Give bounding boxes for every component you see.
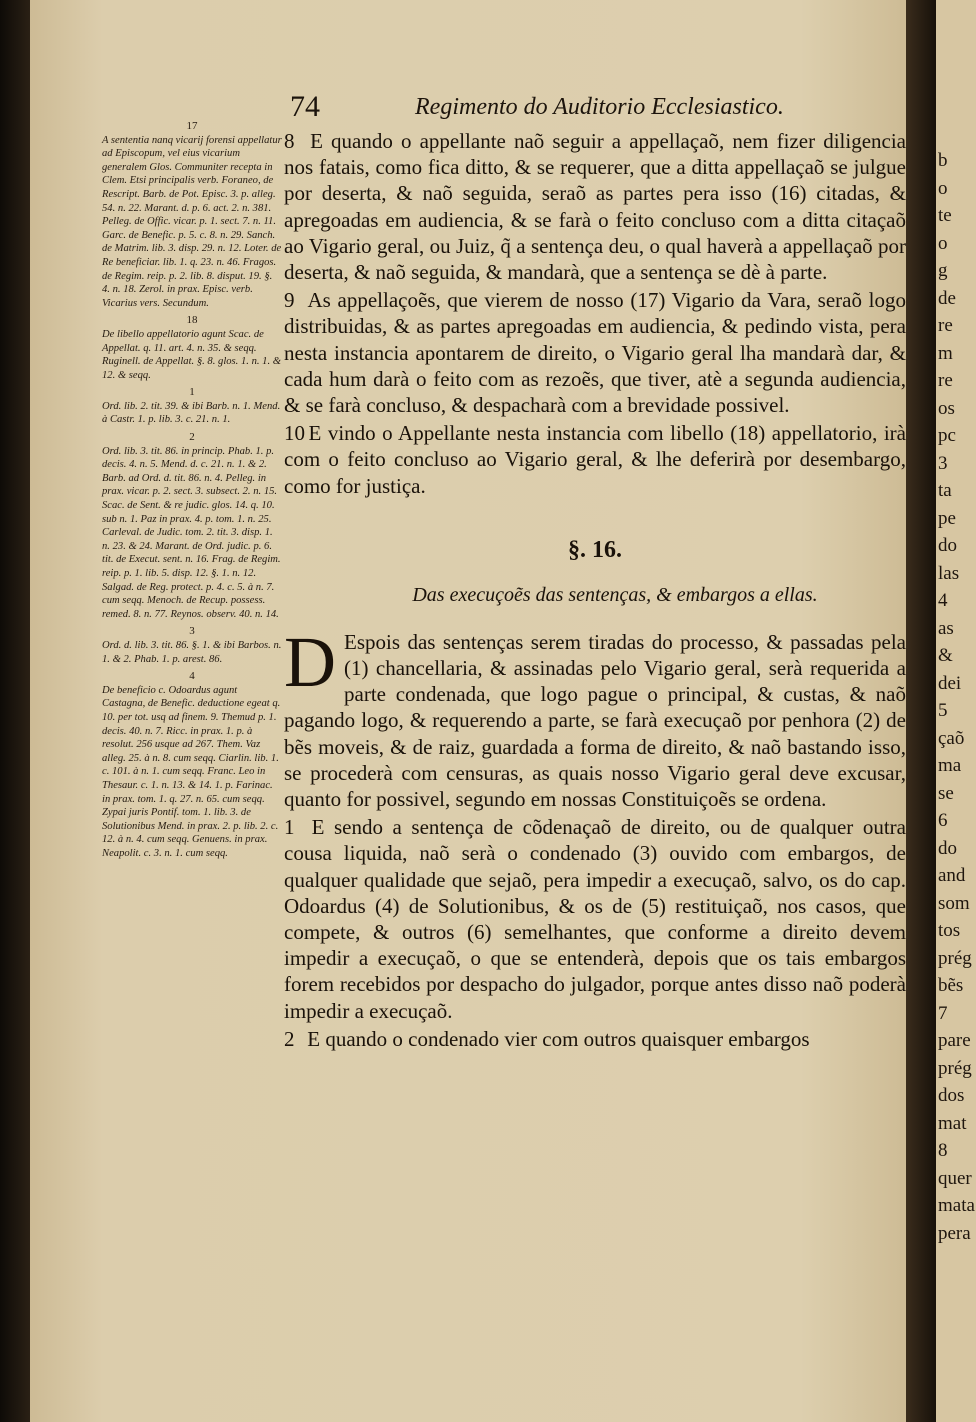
margin-note-text: De libello appellatorio agunt Scac. de Appellat. q. 11. art. 4. n. 35. & seqq. Ruginell. de Appellat. §. 8. glos. 1. n. 1. & 12. & seqq. (102, 328, 282, 381)
facing-page-fragment: pe (938, 507, 956, 529)
intro-paragraph (284, 621, 906, 812)
paragraph-number: 1 (284, 815, 295, 840)
main-text (284, 128, 906, 1054)
facing-page-fragment: prég (938, 947, 972, 969)
margin-note (102, 120, 282, 310)
paragraph-number: 8 (284, 129, 295, 153)
facing-page-fragment: pare (938, 1030, 971, 1051)
margin-note-mark: 17 (186, 120, 198, 132)
facing-page-fragment: b (938, 150, 948, 171)
facing-page-fragment: ta (938, 480, 952, 501)
paragraph-text: E quando o condenado vier com outros quaisquer embargos (302, 1026, 810, 1051)
running-title: Regimento do Auditorio Ecclesiastico. (415, 94, 784, 120)
paragraph-group-1 (284, 128, 906, 499)
paragraph-number: 9 (284, 288, 295, 313)
facing-page-fragment: mat (938, 1112, 967, 1134)
facing-page-fragment: 4 (938, 590, 948, 611)
facing-page-fragment: as (938, 617, 954, 639)
paragraph-text: As appellaçoẽs, que vierem de nosso (17) Vigario da Vara, seraõ logo distribuidas, & as partes apregoadas em audiencia, & pedindo vista, pera nesta instancia apontarem de direito, o Vigario geral lha mandarà dar, & cada hum darà o feito com as rezoẽs, que tiver, atè a segunda audiencia, & se farà concluso, & despacharà com a brevidade possivel. (284, 288, 906, 418)
margin-note-mark: 3 (189, 625, 195, 638)
margin-notes (102, 120, 282, 864)
paragraph-number: 2 (284, 1026, 295, 1051)
facing-page-fragment: pc (938, 425, 956, 446)
paragraph (284, 814, 906, 1024)
facing-page-fragment: 8 (938, 1140, 948, 1161)
page-number: 74 (290, 90, 320, 123)
facing-page-fragment: g (938, 260, 948, 281)
margin-note-text: A sententia nanq vicarij forensi appellatur ad Episcopum, vel eius vicarium generalem Glos. Communiter recepta in Clem. Etsi principalis verb. Foraneo, de Rescript. Barb. de Pot. Episc. 3. p. alleg. 54. n. 22. Marant. d. p. 6. act. 2. n. 381. Pelleg. de Offic. vicar. p. 1. sect. 7. n. 11. Garc. de Benefic. p. 5. c. 8. n. 29. Sanch. de Matrim. lib. 3. disp. 29. n. 12. Loter. de Re beneficiar. lib. 1. q. 23. n. 46. Fragos. de Regim. reip. p. 2. lib. 8. disput. 19. §. 4. n. 18. Zerol. in prax. Episc. verb. Vicarius vers. Secundum. (102, 134, 282, 309)
drop-cap: D (284, 621, 336, 702)
paragraph-group-2 (284, 814, 906, 1052)
margin-note-text: Ord. d. lib. 3. tit. 86. §. 1. & ibi Barbos. n. 1. & 2. Phab. 1. p. arest. 86. (102, 639, 282, 665)
margin-note-mark: 4 (189, 670, 195, 683)
margin-note-mark: 18 (186, 314, 198, 327)
paragraph-text: E sendo a sentença de cõdenaçaõ de direito, ou de qualquer outra cousa liquida, naõ serà o condenado (3) ouvido com embargos, de qualquer qualidade que sejaõ, pera impedir a execuçaõ, salvo, os do cap. Odoardus (4) de Solutionibus, & os de (5) restituiçaõ, nos casos, que compete, & outros (6) semelhantes, que conforme a direito devem impedir a execuçaõ, o que se entenderà, depois que os tais embargos forem recebidos por despacho do julgador, porque antes disso naõ poderà impedir a execuçaõ. (284, 815, 906, 1023)
section-subtitle: Das execuçoẽs das sentenças, & embargos a ellas. (412, 583, 818, 606)
facing-page-fragment: bẽs (938, 975, 964, 996)
facing-page-fragment: re (938, 315, 953, 336)
facing-page-fragment: las (938, 562, 960, 584)
facing-page-fragment: 3 (938, 452, 948, 474)
paragraph (284, 128, 906, 285)
margin-note (102, 314, 282, 382)
facing-page-fragment: pera (938, 1222, 971, 1244)
facing-page-fragment: os (938, 397, 955, 419)
margin-note (102, 431, 282, 621)
book-edge-left (0, 0, 30, 1422)
facing-page-fragment: o (938, 232, 948, 254)
facing-page-fragment: çaõ (938, 727, 965, 749)
facing-page-fragment: and (938, 865, 966, 886)
facing-page-fragment: o (938, 177, 948, 199)
facing-page-fragment: 7 (938, 1002, 948, 1024)
intro-text: Espois das sentenças serem tiradas do processo, & passadas pela (1) chancellaria, & assinadas pelo Vigario geral, serà requerida a parte condenada, que logo pague o principal, & custas, & naõ pagando logo, & requerendo a parte, se farà execuçaõ por penhora (2) de bẽs moveis, & de raiz, guardada a forma de direito, & naõ bastando isso, se procederà com censuras, as quais nosso Vigario geral deve excusar, quanto for possivel, segundo em nossas Constituiçoẽs se ordena. (284, 629, 906, 812)
margin-note (102, 386, 282, 427)
facing-page-fragment: dei (938, 672, 962, 694)
facing-page-fragment: & (938, 645, 953, 666)
margin-note-text: Ord. lib. 3. tit. 86. in princip. Phab. 1. p. decis. 4. n. 5. Mend. d. c. 21. n. 1. & 2. Barb. ad Ord. d. tit. 86. n. 4. Pelleg. in prax. vicar. p. 2. sect. 3. subsect. 2. n. 15. Scac. de Sent. & re judic. glos. 14. q. 10. sub n. 1. Paz in prax. 4. p. tom. 1. n. 25. Carleval. de Judic. tom. 2. tit. 3. disp. 1. n. 23. & 24. Marant. de Ord. judic. p. 6. tit. de Execut. sent. n. 16. Frag. de Regim. reip. p. 1. lib. 5. disp. 12. §. 1. n. 12. Salgad. de Reg. protect. p. 4. c. 5. à n. 7. cum seqq. Menoch. de Recup. possess. remed. 8. n. 77. Reynos. observ. 40. n. 14. (102, 445, 281, 620)
facing-page-fragment: do (938, 837, 957, 859)
paragraph (284, 1026, 906, 1052)
book-page (30, 0, 936, 1422)
paragraph-text: E quando o appellante naõ seguir a appellaçaõ, nem fizer diligencia nos fatais, como fica ditto, & se requerer, que a ditta appellaçaõ se julgue por deserta, & naõ seguida, seraõ as partes pera isso (16) citadas, & apregoadas em audiencia, & se farà o feito concluso com a ditta citaçaõ ao Vigario geral, ou Juiz, q̃ a sentença deu, o qual haverà a appellaçaõ por deserta, & naõ seguida, & mandarà, que a sentença se dè à parte. (284, 129, 906, 285)
facing-page-fragment: 5 (938, 700, 948, 721)
facing-page-fragment: 6 (938, 810, 948, 831)
section-heading: §. 16. (568, 536, 622, 563)
facing-page-fragment: te (938, 205, 952, 226)
facing-page-fragment: do (938, 535, 957, 556)
facing-page-fragment: de (938, 287, 956, 309)
paragraph (284, 420, 906, 499)
margin-note-text: Ord. lib. 2. tit. 39. & ibi Barb. n. 1. Mend. à Castr. 1. p. lib. 3. c. 21. n. 1. (102, 400, 281, 426)
margin-note-mark: 2 (189, 431, 195, 444)
margin-note (102, 625, 282, 666)
facing-page-fragment: m (938, 342, 953, 364)
margin-note-text: De beneficio c. Odoardus agunt Castagna, de Benefic. deductione egeat q. 10. per tot. usq ad finem. 9. Themud p. 1. decis. 40. n. 7. Ricc. in prax. 1. p. à resolut. 256 usque ad 267. Them. Vaz alleg. 25. à n. 8. cum seqq. Ciarlin. lib. 1. c. 101. à n. 1. cum seqq. Franc. Leo in Thesaur. c. 1. n. 13. & 14. 1. p. Farinac. in prax. tom. 1. q. 27. n. 65. cum seqq. Zypai juris Pontif. tom. 1. lib. 3. de Solutionibus Mend. in prax. 2. p. lib. 2. c. 12. à n. 4. cum seqq. Genuens. in prax. Neapolit. c. 3. n. 1. cum seqq. (102, 684, 281, 859)
facing-page-fragment: tos (938, 920, 961, 941)
margin-note-mark: 1 (189, 386, 195, 399)
facing-page-fragment: prég (938, 1057, 972, 1079)
facing-page-fragment: se (938, 782, 954, 804)
facing-page-fragment: som (938, 892, 970, 914)
paragraph-text: E vindo o Appellante nesta instancia com libello (18) appellatorio, irà com o feito concluso ao Vigario geral, & lhe deferirà por desembargo, como for justiça. (284, 421, 906, 498)
facing-page-fragment: mata (938, 1195, 975, 1216)
paragraph (284, 287, 906, 418)
margin-note (102, 670, 282, 860)
facing-page-edge (936, 0, 976, 1422)
facing-page-fragment: dos (938, 1085, 965, 1106)
facing-page-fragment: ma (938, 755, 962, 776)
facing-page-fragment: re (938, 370, 953, 391)
paragraph-number: 10 (284, 421, 305, 446)
facing-page-fragment: quer (938, 1167, 972, 1189)
book-gutter (906, 0, 936, 1422)
